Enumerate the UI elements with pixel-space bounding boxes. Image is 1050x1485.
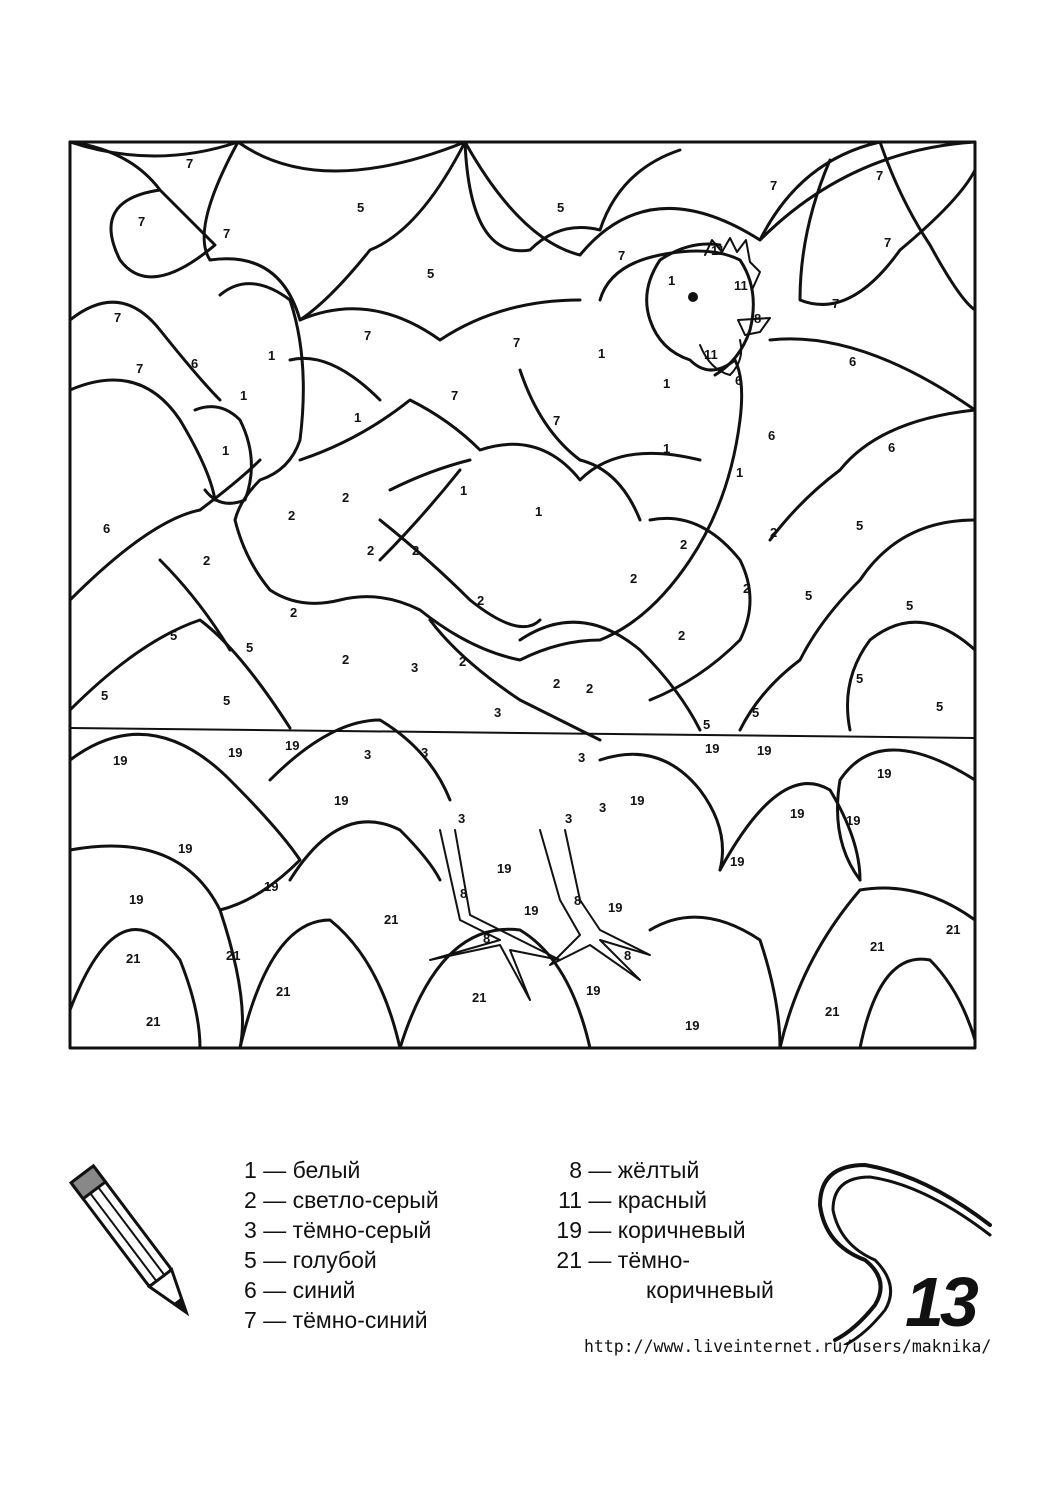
color-legend-right xyxy=(548,1155,774,1305)
legend-color-name: синий xyxy=(292,1277,356,1303)
region-number: 2 xyxy=(586,681,594,696)
region-number: 1 xyxy=(268,348,276,363)
region-number: 2 xyxy=(342,652,350,667)
legend-row xyxy=(244,1155,439,1185)
legend-number: 6 xyxy=(244,1277,257,1303)
region-number: 1 xyxy=(535,504,543,519)
scallop-line xyxy=(600,754,723,870)
legend-number: 21 xyxy=(556,1247,582,1273)
region-number: 19 xyxy=(334,793,349,808)
region-number: 6 xyxy=(191,356,199,371)
region-number: 7 xyxy=(186,156,194,171)
region-number: 5 xyxy=(246,640,254,655)
region-number: 19 xyxy=(705,741,720,756)
legend-row xyxy=(244,1215,439,1245)
legend-row xyxy=(244,1305,439,1335)
region-number: 6 xyxy=(888,440,896,455)
region-number: 3 xyxy=(565,811,573,826)
region-number: 2 xyxy=(743,581,751,596)
region-number: 19 xyxy=(757,743,772,758)
region-number: 21 xyxy=(276,984,291,999)
region-number: 5 xyxy=(170,628,178,643)
hen-wing xyxy=(380,470,460,560)
region-number: 7 xyxy=(364,328,372,343)
region-number: 8 xyxy=(574,893,582,908)
region-number: 3 xyxy=(421,745,429,760)
legend-dash: — xyxy=(588,1187,612,1213)
legend-row xyxy=(244,1245,439,1275)
region-number: 6 xyxy=(735,373,743,388)
region-number: 19 xyxy=(285,738,300,753)
region-number: 19 xyxy=(685,1018,700,1033)
scallop-line xyxy=(70,302,220,400)
scallop-line xyxy=(780,888,975,1048)
legend-color-name: красный xyxy=(617,1187,708,1213)
region-number: 2 xyxy=(680,537,688,552)
region-number: 3 xyxy=(578,750,586,765)
region-number: 5 xyxy=(936,699,944,714)
scallop-line xyxy=(204,142,465,320)
region-number: 6 xyxy=(768,428,776,443)
region-number: 7 xyxy=(513,335,521,350)
legend-dash: — xyxy=(588,1217,612,1243)
region-number: 1 xyxy=(240,388,248,403)
region-number: 19 xyxy=(630,793,645,808)
legend-color-name: белый xyxy=(292,1157,361,1183)
region-number: 19 xyxy=(586,983,601,998)
legend-color-name: коричневый xyxy=(617,1217,746,1243)
region-number: 5 xyxy=(906,598,914,613)
region-number: 3 xyxy=(599,800,607,815)
region-number: 1 xyxy=(598,346,606,361)
region-number: 2 xyxy=(477,593,485,608)
region-number: 8 xyxy=(754,311,762,326)
legend-row xyxy=(548,1155,774,1185)
web-line xyxy=(70,620,290,728)
legend-number: 5 xyxy=(244,1247,257,1273)
legend-number: 1 xyxy=(244,1157,257,1183)
legend-dash: — xyxy=(263,1217,287,1243)
region-number: 2 xyxy=(288,508,296,523)
region-number: 7 xyxy=(223,226,231,241)
region-number: 2 xyxy=(342,490,350,505)
web-line xyxy=(520,370,640,520)
scallop-line xyxy=(770,339,975,410)
region-number: 19 xyxy=(790,806,805,821)
region-number: 5 xyxy=(557,200,565,215)
legend-color-name: тёмно- xyxy=(617,1247,691,1273)
scallop-line xyxy=(290,822,440,880)
color-legend-left xyxy=(244,1155,439,1335)
hen-eye xyxy=(688,292,698,302)
region-number: 5 xyxy=(427,266,435,281)
scallop-line xyxy=(70,142,975,255)
region-number: 2 xyxy=(203,553,211,568)
region-number: 21 xyxy=(870,939,885,954)
region-number: 2 xyxy=(412,543,420,558)
region-number: 19 xyxy=(113,753,128,768)
region-number: 1 xyxy=(663,441,671,456)
region-number: 2 xyxy=(290,605,298,620)
scallop-line xyxy=(70,142,215,277)
region-number: 11 xyxy=(711,243,725,258)
region-number: 21 xyxy=(825,1004,840,1019)
region-number: 7 xyxy=(114,310,122,325)
legend-row-continuation xyxy=(548,1275,774,1305)
source-url[interactable]: http://www.liveinternet.ru/users/maknika/ xyxy=(584,1337,992,1356)
region-number: 8 xyxy=(460,886,468,901)
region-number: 11 xyxy=(734,278,748,293)
region-number: 5 xyxy=(223,693,231,708)
legend-dash: — xyxy=(263,1187,287,1213)
legend-number: 3 xyxy=(244,1217,257,1243)
hen-wing xyxy=(390,460,470,490)
scallop-line xyxy=(240,920,400,1048)
region-number: 5 xyxy=(752,705,760,720)
legend-color-name: тёмно-синий xyxy=(292,1307,428,1333)
region-number: 2 xyxy=(630,571,638,586)
pencil-icon xyxy=(68,1150,218,1340)
region-number: 11 xyxy=(704,347,718,362)
hen-head-outline xyxy=(600,251,753,375)
region-number: 7 xyxy=(136,361,144,376)
region-number: 2 xyxy=(459,654,467,669)
region-number: 21 xyxy=(126,951,141,966)
drawing-frame xyxy=(70,142,975,1048)
web-line xyxy=(430,620,600,740)
legend-row xyxy=(548,1185,774,1215)
region-number: 7 xyxy=(884,235,892,250)
legend-color-name: голубой xyxy=(292,1247,377,1273)
web-line xyxy=(70,380,215,500)
region-number: 8 xyxy=(483,931,491,946)
region-number: 1 xyxy=(668,273,676,288)
legend-row xyxy=(244,1185,439,1215)
region-number: 7 xyxy=(553,413,561,428)
web-line xyxy=(770,410,975,540)
legend-number: 11 xyxy=(558,1187,582,1213)
scallop-line xyxy=(650,917,780,1048)
region-number: 1 xyxy=(354,410,362,425)
region-number: 21 xyxy=(946,922,961,937)
region-number: 21 xyxy=(226,948,241,963)
region-number: 2 xyxy=(553,676,561,691)
horizontal-divider xyxy=(70,728,975,738)
region-number: 5 xyxy=(856,671,864,686)
region-number: 7 xyxy=(451,388,459,403)
legend-row xyxy=(548,1215,774,1245)
legend-color-name: коричневый xyxy=(646,1277,774,1303)
scallop-line xyxy=(465,142,680,251)
region-number: 19 xyxy=(129,892,144,907)
region-number: 19 xyxy=(524,903,539,918)
legend-dash: — xyxy=(588,1247,612,1273)
legend-dash: — xyxy=(588,1157,612,1183)
scallop-line xyxy=(860,959,975,1048)
region-number: 7 xyxy=(876,168,884,183)
region-number: 5 xyxy=(805,588,813,603)
region-number: 1 xyxy=(736,465,744,480)
legend-row xyxy=(548,1245,774,1275)
web-line xyxy=(70,460,260,600)
region-number: 19 xyxy=(608,900,623,915)
region-number: 3 xyxy=(458,811,466,826)
region-number: 21 xyxy=(472,990,487,1005)
page-number: 13 xyxy=(905,1263,975,1341)
region-number: 7 xyxy=(832,296,840,311)
legend-dash: — xyxy=(263,1157,287,1183)
scallop-line xyxy=(70,930,200,1048)
region-number: 3 xyxy=(364,747,372,762)
hen-leg xyxy=(430,830,560,1000)
region-number: 19 xyxy=(877,766,892,781)
region-number: 19 xyxy=(228,745,243,760)
region-number: 5 xyxy=(856,518,864,533)
region-number: 2 xyxy=(367,543,375,558)
region-number: 5 xyxy=(703,717,711,732)
region-number: 7 xyxy=(138,214,146,229)
region-number: 6 xyxy=(849,354,857,369)
legend-dash: — xyxy=(263,1247,287,1273)
region-number: 2 xyxy=(770,525,778,540)
legend-color-name: жёлтый xyxy=(617,1157,700,1183)
region-number: 3 xyxy=(411,660,419,675)
hen-leg xyxy=(540,830,650,980)
legend-number: 8 xyxy=(569,1157,582,1183)
region-number: 7 xyxy=(770,178,778,193)
region-number: 21 xyxy=(146,1014,161,1029)
legend-color-name: тёмно-серый xyxy=(292,1217,432,1243)
legend-number: 7 xyxy=(244,1307,257,1333)
scallop-line xyxy=(300,300,580,340)
region-number: 1 xyxy=(460,483,468,498)
legend-number: 2 xyxy=(244,1187,257,1213)
region-number: 19 xyxy=(730,854,745,869)
legend-number: 19 xyxy=(556,1217,582,1243)
legend-row xyxy=(244,1275,439,1305)
region-number: 19 xyxy=(846,813,861,828)
web-line xyxy=(848,622,976,730)
region-number: 1 xyxy=(663,376,671,391)
scallop-line xyxy=(800,160,975,304)
region-number: 8 xyxy=(624,948,632,963)
region-number: 5 xyxy=(101,688,109,703)
legend-dash: — xyxy=(263,1307,287,1333)
region-number: 5 xyxy=(357,200,365,215)
region-number: 19 xyxy=(264,879,279,894)
region-number: 3 xyxy=(494,705,502,720)
region-number: 1 xyxy=(222,443,230,458)
region-number: 21 xyxy=(384,912,399,927)
region-number: 2 xyxy=(678,628,686,643)
region-number: 19 xyxy=(178,841,193,856)
region-number: 7 xyxy=(618,248,626,263)
legend-color-name: светло-серый xyxy=(292,1187,439,1213)
region-number: 6 xyxy=(103,521,111,536)
region-number: 19 xyxy=(497,861,512,876)
legend-dash: — xyxy=(263,1277,287,1303)
